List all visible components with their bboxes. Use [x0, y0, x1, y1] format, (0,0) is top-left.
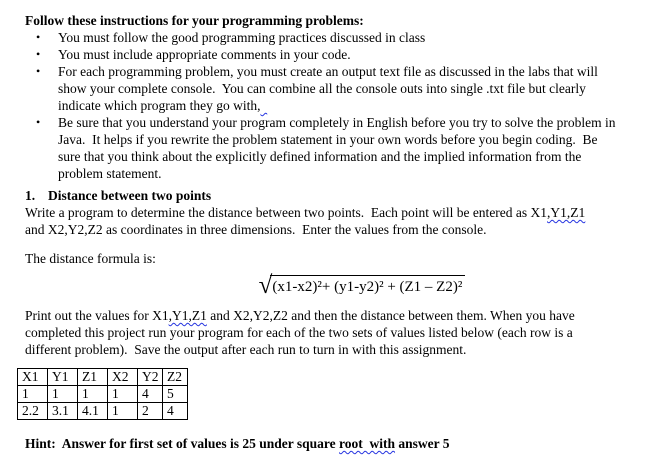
table-cell: 1 [108, 403, 138, 420]
bullet-item-2 [25, 46, 639, 63]
section-heading [25, 187, 639, 204]
print-line-1-post: and X2,Y2,Z2 and then the distance between them. When you have [206, 308, 575, 323]
instructions-heading: Follow these instructions for your programming problems: [25, 13, 364, 28]
bullet-icon: • [36, 47, 41, 61]
table-cell: 5 [163, 386, 188, 403]
table-row [18, 403, 188, 420]
table-header-cell: Y2 [138, 369, 163, 386]
table-cell: 4 [138, 386, 163, 403]
bullet-3-line-1: For each programming problem, you must create an output text file as discussed in the labs that will [58, 64, 598, 79]
problem-desc-line-2: and X2,Y2,Z2 as coordinates in three dimensions. Enter the values from the console. [25, 222, 487, 237]
formula-label: The distance formula is: [25, 251, 156, 266]
bullet-4-line-1: Be sure that you understand your program completely in English before you try to solve the problem in [58, 115, 616, 130]
formula-expression: (x1-x2)²+ (y1-y2)² + (Z1 – Z2)² [270, 275, 465, 296]
bullet-item-3 [25, 63, 639, 114]
print-line-1 [25, 307, 639, 324]
hint-pre: Hint: Answer for first set of values is 25 under square [25, 436, 340, 451]
bullet-4-line-4: problem statement. [58, 166, 162, 181]
values-table [17, 368, 188, 420]
table-header-row [18, 369, 188, 386]
bullet-icon: • [36, 64, 41, 78]
hint-post: answer 5 [395, 436, 450, 451]
print-line-3: different problem). Save the output after each run to turn in with this assignment. [25, 342, 467, 357]
table-header-cell: X2 [108, 369, 138, 386]
table-header-cell: Z2 [163, 369, 188, 386]
bullet-4-line-2: Java. It helps if you rewrite the problem statement in your own words before you begin coding. Be [58, 132, 598, 147]
problem-desc-line-1 [25, 204, 639, 221]
bullet-4-line-3: sure that you think about the explicitly defined information and the implied information from the [58, 149, 582, 164]
distance-formula [25, 271, 639, 305]
bullet-1-text: You must follow the good programming practices discussed in class [58, 30, 426, 45]
print-line-1-pre: Print out the values for X1 [25, 308, 169, 323]
print-line-2: completed this project run your program for each of the two sets of values listed below (each row is a [25, 325, 573, 340]
grammar-squiggle-mark [260, 98, 267, 113]
table-cell: 2 [138, 403, 163, 420]
bullet-icon: • [36, 115, 41, 129]
square-root-icon: √ [258, 272, 273, 299]
grammar-flagged-text: ,Y1,Z1 [168, 308, 207, 323]
bullet-3-line-3 [58, 97, 639, 114]
table-cell: 1 [108, 386, 138, 403]
grammar-flagged-text: ,Y1,Z1 [547, 205, 586, 220]
table-header-cell: Y1 [48, 369, 78, 386]
print-paragraph [25, 307, 639, 358]
table-header-cell: X1 [18, 369, 48, 386]
table-cell: 4.1 [78, 403, 108, 420]
section-number: 1. [25, 188, 36, 203]
table-cell: 4 [163, 403, 188, 420]
hint-line [25, 435, 639, 452]
bullet-3-line-2: show your complete console. You can combine all the console outs into single .txt file but clearly [58, 81, 586, 96]
section-title: Distance between two points [48, 188, 212, 203]
bullet-icon: • [36, 30, 41, 44]
bullet-3-line-3-text: indicate which program they go with, [58, 98, 261, 113]
problem-desc-line-1-text: Write a program to determine the distance between two points. Each point will be entered as X1 [25, 205, 548, 220]
table-cell: 3.1 [48, 403, 78, 420]
table-cell: 1 [78, 386, 108, 403]
table-cell: 2.2 [18, 403, 48, 420]
bullet-item-1 [25, 29, 639, 46]
bullet-2-text: You must include appropriate comments in your code. [58, 47, 351, 62]
table-cell: 1 [48, 386, 78, 403]
bullet-item-4 [25, 114, 639, 182]
table-header-cell: Z1 [78, 369, 108, 386]
table-cell: 1 [18, 386, 48, 403]
grammar-flagged-text: root with [339, 436, 396, 451]
table-row [18, 386, 188, 403]
